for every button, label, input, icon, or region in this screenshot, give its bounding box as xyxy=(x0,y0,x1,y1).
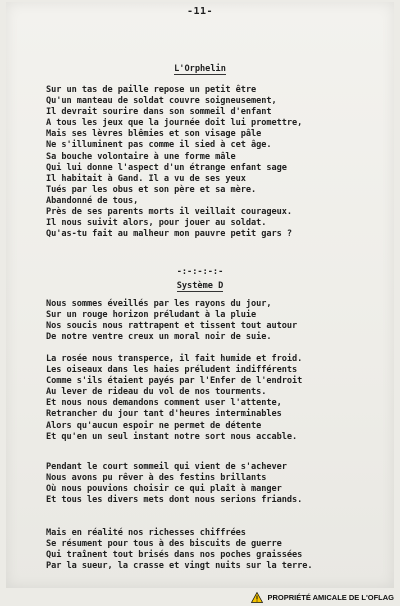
verse-line: Se résument pour tous à des biscuits de guerre xyxy=(46,539,282,550)
verse-line: Sur un tas de paille repose un petit être xyxy=(46,85,257,95)
verse-line: Abandonné de tous, xyxy=(46,195,139,206)
poem-title-text: Système D xyxy=(176,281,224,291)
verse-line: Nous sommes éveillés par les rayons du jour, xyxy=(46,299,272,309)
verse-line: Qui lui donne l'aspect d'un étrange enfant sage xyxy=(46,162,287,173)
verse-line: Qui traînent tout brisés dans nos poches graissées xyxy=(46,550,303,561)
document-page xyxy=(6,2,394,588)
poem-orphelin-body xyxy=(46,85,386,240)
stanza xyxy=(46,462,386,506)
verse-line: Près de ses parents morts il veillait courageux. xyxy=(46,207,292,218)
stanza xyxy=(46,528,386,572)
verse-line: Qu'as-tu fait au malheur mon pauvre petit gars ? xyxy=(46,229,292,240)
verse-line: Ne s'illuminent pas comme il sied à cet âge. xyxy=(46,140,272,151)
verse-line: Il nous suivit alors, pour jouer au soldat. xyxy=(46,218,267,229)
page-number: -11- xyxy=(186,6,214,17)
stanza xyxy=(46,299,386,343)
poem-title-orphelin xyxy=(6,64,394,74)
verse-line: Retrancher du jour tant d'heures interminables xyxy=(46,409,282,420)
verse-line: Pendant le court sommeil qui vient de s'achever xyxy=(46,462,287,472)
verse-line: Mais en réalité nos richesses chiffrées xyxy=(46,528,246,538)
verse-line: Comme s'ils étaient payés par l'Enfer de l'endroit xyxy=(46,376,303,387)
verse-line: Qu'un manteau de soldat couvre soigneusement, xyxy=(46,96,277,107)
verse-line: Par la sueur, la crasse et vingt nuits sur la terre. xyxy=(46,561,313,572)
poem-title-text: L'Orphelin xyxy=(174,64,226,74)
poem-title-systeme-d xyxy=(6,281,394,291)
verse-line: Et nous nous demandons comment user l'attente, xyxy=(46,398,282,409)
verse-line: Il devrait sourire dans son sommeil d'enfant xyxy=(46,107,272,118)
verse-line: De notre ventre creux un moral noir de suie. xyxy=(46,332,272,343)
verse-line: Alors qu'aucun espoir ne permet de détente xyxy=(46,420,262,431)
verse-line: Les oiseaux dans les haies préludent indifférents xyxy=(46,365,298,376)
verse-line: Mais ses lèvres blêmies et son visage pâle xyxy=(46,129,262,140)
verse-line: Sur un rouge horizon préludant à la pluie xyxy=(46,310,257,321)
ownership-text: PROPRIÉTÉ AMICALE DE L'OFLAG xyxy=(267,592,394,602)
verse-line: Nos soucis nous rattrapent et tissent tout autour xyxy=(46,321,298,332)
verse-line: Tués par les obus et son père et sa mère. xyxy=(46,184,257,195)
section-separator: -:-:-:-:- xyxy=(176,267,224,277)
ownership-watermark xyxy=(251,590,394,604)
verse-line: Nous avons pu rêver à des festins brillants xyxy=(46,473,267,484)
verse-line: Au lever de rideau du vol de nos tourments. xyxy=(46,387,267,398)
verse-line: Et tous les divers mets dont nous serions friands. xyxy=(46,495,303,506)
verse-line: Il habitait à Gand. Il a vu de ses yeux xyxy=(46,173,246,184)
stanza xyxy=(46,354,386,443)
verse-line: Sa bouche volontaire à une forme mâle xyxy=(46,151,236,162)
warning-icon xyxy=(251,592,263,603)
verse-line: La rosée nous transperce, il fait humide et froid. xyxy=(46,354,303,364)
verse-line: Et qu'en un seul instant notre sort nous accable. xyxy=(46,431,298,442)
verse-line: A tous les jeux que la journée doit lui promettre, xyxy=(46,118,303,129)
verse-line: Où nous pouvions choisir ce qui plaît à manger xyxy=(46,484,282,495)
